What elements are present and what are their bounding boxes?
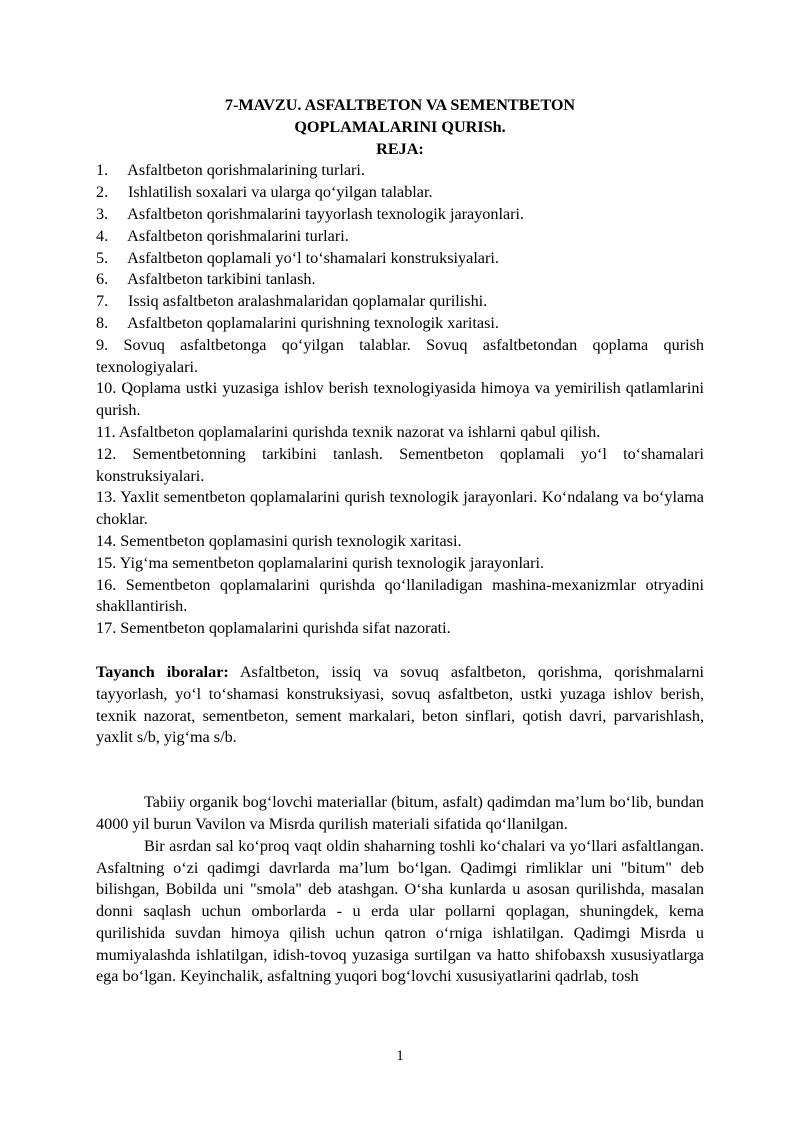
page-number: 1 bbox=[396, 1048, 404, 1064]
plan-item-number: 1. bbox=[96, 161, 109, 180]
plan-item-number: 15. bbox=[96, 553, 117, 572]
plan-item-text: Sementbeton qoplamasini qurish texnologik xaritasi. bbox=[120, 531, 462, 550]
document-title bbox=[96, 95, 704, 160]
plan-item bbox=[96, 487, 704, 531]
plan-item-number: 16. bbox=[96, 575, 117, 594]
plan-item bbox=[96, 378, 704, 422]
plan-item-text: Sementbeton qoplamalarini qurishda sifat nazorati. bbox=[120, 619, 451, 638]
plan-heading: REJA: bbox=[376, 139, 424, 158]
plan-item bbox=[96, 291, 704, 313]
keywords-label: Tayanch iboralar: bbox=[96, 662, 229, 681]
plan-item-number: 11. bbox=[96, 422, 116, 441]
plan-item bbox=[96, 575, 704, 619]
plan-item-text: Sementbeton qoplamalarini qurishda qo‘llaniladigan mashina-mexanizmlar otryadini shakllantirish. bbox=[96, 575, 705, 616]
plan-item-number: 12. bbox=[96, 444, 117, 463]
plan-item bbox=[96, 182, 704, 204]
plan-item bbox=[96, 248, 704, 270]
plan-item-text: Asfaltbeton tarkibini tanlash. bbox=[127, 270, 316, 289]
plan-item-text: Asfaltbeton qorishmalarini turlari. bbox=[127, 226, 349, 245]
plan-item-number: 13. bbox=[96, 488, 117, 507]
plan-item-number: 5. bbox=[96, 248, 109, 267]
plan-item-text: Asfaltbeton qoplamalarini qurishning texnologik xaritasi. bbox=[127, 313, 499, 332]
body-paragraph: Bir asrdan sal ko‘proq vaqt oldin shaharning toshli ko‘chalari va yo‘llari asfaltlangan. Asfaltning o‘zi qadimgi davrlarda ma’lum bo‘lgan. Qadimgi rimliklar uni "bitum" deb bilishgan, Bobilda uni "smola" deb atashgan. O‘sha kunlarda u asosan qurilishda, masalan donni saqlash uchun omborlarda - u erda ular pollarni qoplagan, shuningdek, kema qurilishida suvdan himoya qilish uchun qatron o‘rniga ishlatilgan. Qadimgi Misrda u mumiyalashda ishlatilgan, idish-tovoq yuzasiga surtilgan va hatto shifobaxsh xususiyatlarga ega bo‘lgan. Keyinchalik, asfaltning yuqori bog‘lovchi xususiyatlarini qadrlab, tosh bbox=[96, 836, 704, 986]
plan-item bbox=[96, 531, 704, 553]
body-paragraph: Tabiiy organik bog‘lovchi materiallar (bitum, asfalt) qadimdan ma’lum bo‘lib, bundan 4000 yil burun Vavilon va Misrda qurilish materiali sifatida qo‘llanilgan. bbox=[96, 793, 704, 833]
plan-item-text: Asfaltbeton qoplamalarini qurishda texnik nazorat va ishlarni qabul qilish. bbox=[118, 422, 601, 441]
document-page bbox=[96, 95, 704, 988]
plan-item-number: 9. bbox=[96, 335, 109, 354]
plan-item-number: 8. bbox=[96, 313, 109, 332]
plan-item-number: 6. bbox=[96, 270, 109, 289]
plan-item-text: Sementbetonning tarkibini tanlash. Sementbeton qoplamali yo‘l to‘shamalari konstruksiyalari. bbox=[96, 444, 705, 485]
plan-item-text: Issiq asfaltbeton aralashmalaridan qoplamalar qurilishi. bbox=[128, 292, 488, 311]
plan-item-number: 3. bbox=[96, 204, 109, 223]
plan-item-text: Asfaltbeton qorishmalarining turlari. bbox=[127, 161, 365, 180]
plan-item-text: Sovuq asfaltbetonga qo‘yilgan talablar. Sovuq asfaltbetondan qoplama qurish texnologiyalari. bbox=[96, 335, 704, 376]
plan-item bbox=[96, 335, 704, 379]
plan-item-number: 17. bbox=[96, 619, 117, 638]
keywords-text: Asfaltbeton, issiq va sovuq asfaltbeton, qorishma, qorishmalarni tayyorlash, yo‘l to‘shamasi konstruksiyasi, sovuq asfaltbeton, ustki yuzaga ishlov berish, texnik nazorat, sementbeton, sement markalari, beton sinflari, qotish davri, parvarishlash, yaxlit s/b, yig‘ma s/b. bbox=[96, 662, 705, 747]
plan-item bbox=[96, 618, 704, 640]
body-text bbox=[96, 792, 704, 988]
plan-item-number: 4. bbox=[96, 226, 109, 245]
plan-list bbox=[96, 160, 704, 640]
title-line-2: QOPLAMALARINI QURISh. bbox=[294, 117, 506, 136]
plan-item-number: 2. bbox=[96, 183, 109, 202]
plan-item bbox=[96, 444, 704, 488]
title-line-1: 7-MAVZU. ASFALTBETON VA SEMENTBETON bbox=[224, 96, 576, 114]
keywords-block bbox=[96, 662, 704, 749]
plan-item bbox=[96, 269, 704, 291]
plan-item bbox=[96, 160, 704, 182]
plan-item bbox=[96, 226, 704, 248]
plan-item-number: 14. bbox=[96, 531, 117, 550]
plan-item bbox=[96, 204, 704, 226]
plan-item-number: 10. bbox=[96, 379, 117, 398]
plan-item bbox=[96, 422, 704, 444]
plan-item-text: Qoplama ustki yuzasiga ishlov berish texnologiyasida himoya va yemirilish qatlamlarini qurish. bbox=[96, 379, 705, 420]
plan-item bbox=[96, 313, 704, 335]
plan-item-text: Asfaltbeton qorishmalarini tayyorlash texnologik jarayonlari. bbox=[127, 204, 525, 223]
plan-item-number: 7. bbox=[96, 292, 109, 311]
plan-item bbox=[96, 553, 704, 575]
plan-item-text: Asfaltbeton qoplamali yo‘l to‘shamalari konstruksiyalari. bbox=[127, 248, 499, 267]
plan-item-text: Yaxlit sementbeton qoplamalarini qurish texnologik jarayonlari. Ko‘ndalang va bo‘ylama choklar. bbox=[96, 488, 704, 529]
plan-item-text: Ishlatilish soxalari va ularga qo‘yilgan talablar. bbox=[128, 183, 433, 202]
plan-item-text: Yig‘ma sementbeton qoplamalarini qurish texnologik jarayonlari. bbox=[119, 553, 545, 572]
